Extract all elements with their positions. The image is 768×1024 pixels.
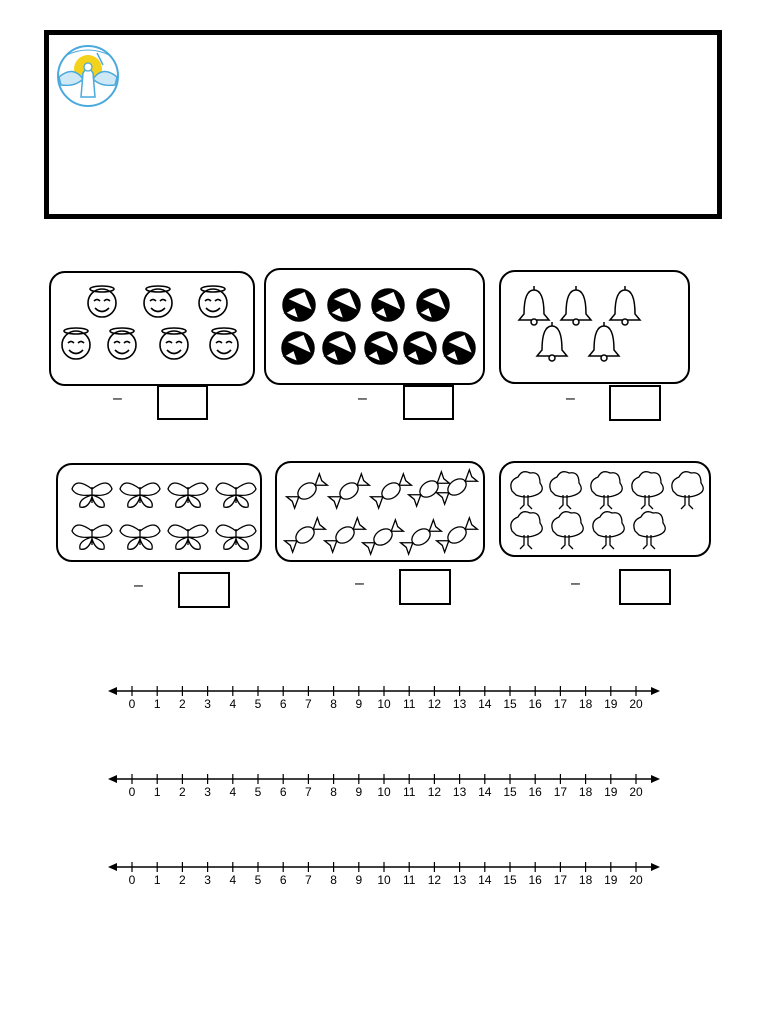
number-line-label: 5 xyxy=(254,697,262,711)
arrow-left-icon xyxy=(108,775,117,783)
number-line xyxy=(108,856,660,886)
number-line-label: 10 xyxy=(377,785,391,799)
number-line xyxy=(108,768,660,798)
number-line-label: 14 xyxy=(478,785,492,799)
candy-icon xyxy=(277,463,483,560)
dash-mark: – xyxy=(571,575,580,592)
number-line-label: 15 xyxy=(503,785,517,799)
dash-mark: – xyxy=(355,575,364,592)
number-line-label: 15 xyxy=(503,697,517,711)
arrow-right-icon xyxy=(651,863,660,871)
smiley-face-icon xyxy=(51,273,253,384)
header-box xyxy=(44,30,722,219)
number-line-label: 12 xyxy=(427,873,442,887)
number-line-label: 17 xyxy=(553,873,568,887)
number-line-label: 2 xyxy=(179,873,186,887)
number-line-label: 20 xyxy=(629,873,643,887)
number-line-label: 14 xyxy=(478,873,492,887)
arrow-right-icon xyxy=(651,775,660,783)
answer-box[interactable] xyxy=(619,569,671,605)
answer-box[interactable] xyxy=(157,385,208,420)
number-line-label: 13 xyxy=(452,785,467,799)
picture-group-balls xyxy=(264,268,485,385)
number-line-label: 5 xyxy=(254,873,262,887)
number-line-label: 6 xyxy=(279,785,287,799)
number-line-label: 19 xyxy=(604,697,618,711)
number-line-label: 18 xyxy=(578,785,593,799)
number-line-label: 10 xyxy=(377,697,391,711)
bell-icon xyxy=(501,272,688,382)
number-line-label: 8 xyxy=(330,785,337,799)
number-line-label: 7 xyxy=(305,873,312,887)
number-line-label: 4 xyxy=(229,873,237,887)
answer-box[interactable] xyxy=(399,569,451,605)
answer-box[interactable] xyxy=(178,572,230,608)
number-line-label: 12 xyxy=(427,785,442,799)
picture-group-faces xyxy=(49,271,255,386)
number-line-label: 9 xyxy=(355,873,363,887)
number-line-label: 13 xyxy=(452,697,467,711)
dash-mark: – xyxy=(113,390,122,407)
arrow-left-icon xyxy=(108,687,117,695)
number-line-label: 11 xyxy=(402,873,416,887)
number-line-label: 1 xyxy=(153,697,161,711)
beach-ball-icon xyxy=(266,270,483,383)
number-line-label: 18 xyxy=(578,697,593,711)
number-line-label: 19 xyxy=(604,873,618,887)
number-line-label: 20 xyxy=(629,697,643,711)
number-line-label: 11 xyxy=(402,785,416,799)
number-line-label: 3 xyxy=(204,785,211,799)
picture-group-trees xyxy=(499,461,711,557)
arrow-left-icon xyxy=(108,863,117,871)
number-line-label: 16 xyxy=(528,785,542,799)
picture-group-bells xyxy=(499,270,690,384)
number-line-label: 9 xyxy=(355,785,363,799)
number-line-label: 8 xyxy=(330,873,337,887)
butterfly-icon xyxy=(58,465,260,560)
number-line-label: 8 xyxy=(330,697,337,711)
picture-group-candies xyxy=(275,461,485,562)
number-line-label: 0 xyxy=(128,785,136,799)
number-line-label: 14 xyxy=(478,697,492,711)
number-line-label: 2 xyxy=(179,785,186,799)
school-angel-logo-icon xyxy=(53,43,123,109)
number-line-label: 17 xyxy=(553,785,568,799)
dash-mark: – xyxy=(134,577,143,594)
number-line-label: 18 xyxy=(578,873,593,887)
tree-icon xyxy=(501,463,709,555)
number-line-label: 7 xyxy=(305,785,312,799)
number-line-label: 1 xyxy=(153,873,161,887)
number-line-label: 2 xyxy=(179,697,186,711)
number-line-label: 7 xyxy=(305,697,312,711)
arrow-right-icon xyxy=(651,687,660,695)
answer-box[interactable] xyxy=(403,385,454,420)
number-line-label: 12 xyxy=(427,697,442,711)
number-line-label: 4 xyxy=(229,785,237,799)
number-line-label: 5 xyxy=(254,785,262,799)
number-line-label: 9 xyxy=(355,697,363,711)
number-line-label: 1 xyxy=(153,785,161,799)
number-line-label: 3 xyxy=(204,873,211,887)
number-line-label: 6 xyxy=(279,697,287,711)
picture-group-butterflies xyxy=(56,463,262,562)
number-line-label: 11 xyxy=(402,697,416,711)
number-line-label: 15 xyxy=(503,873,517,887)
dash-mark: – xyxy=(358,390,367,407)
number-line-label: 4 xyxy=(229,697,237,711)
dash-mark: – xyxy=(566,390,575,407)
number-line-label: 16 xyxy=(528,873,542,887)
number-line-label: 20 xyxy=(629,785,643,799)
number-line-label: 19 xyxy=(604,785,618,799)
number-line-label: 0 xyxy=(128,697,136,711)
number-line-label: 16 xyxy=(528,697,542,711)
answer-box[interactable] xyxy=(609,385,661,421)
number-line-label: 0 xyxy=(128,873,136,887)
number-line-label: 13 xyxy=(452,873,467,887)
number-line-label: 6 xyxy=(279,873,287,887)
number-line-label: 17 xyxy=(553,697,568,711)
number-line-label: 3 xyxy=(204,697,211,711)
number-line-label: 10 xyxy=(377,873,391,887)
number-line xyxy=(108,680,660,710)
